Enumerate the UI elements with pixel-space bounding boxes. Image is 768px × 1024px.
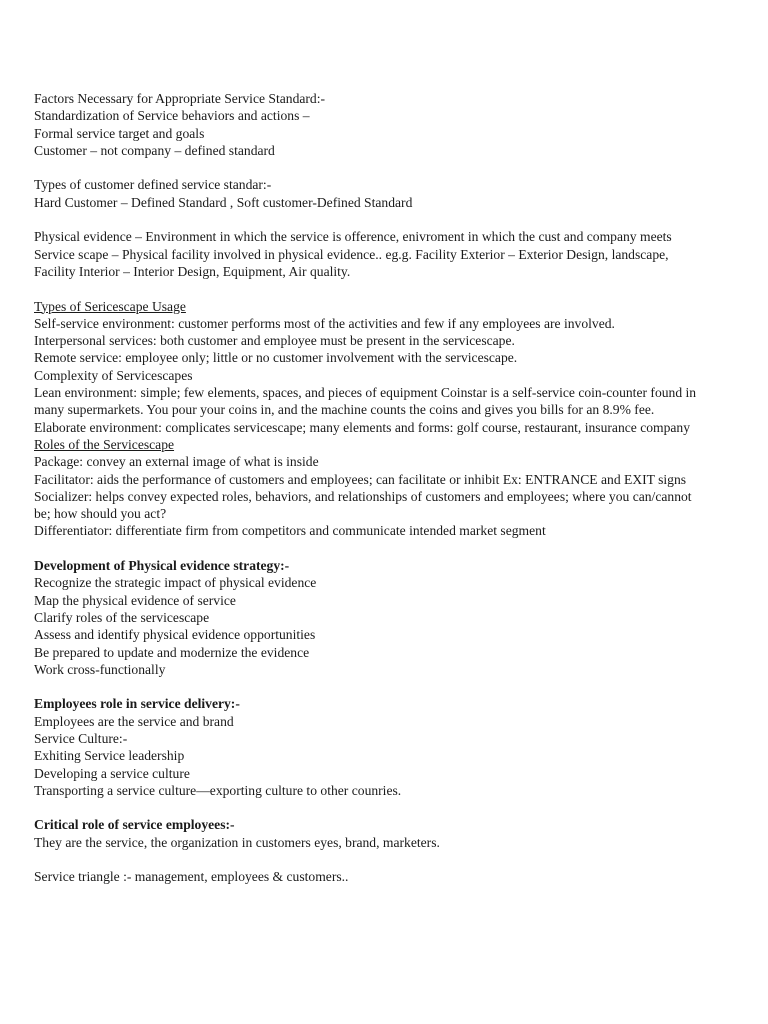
employees-line: Developing a service culture [34,765,190,781]
usage-line: Remote service: employee only; little or no customer involvement with the servicescape. [34,350,518,366]
employees-line: Service Culture:- [34,730,128,746]
development-line: Map the physical evidence of service [34,592,236,608]
development-line: Clarify roles of the servicescape [34,609,210,625]
development-line: Work cross-functionally [34,661,166,677]
development-line: Assess and identify physical evidence opportunities [34,627,316,643]
usage-line: Lean environment: simple; few elements, spaces, and pieces of equipment Coinstar is a self-service coin-counter found in [34,385,697,401]
roles-heading-row [34,436,768,453]
types-standard-line: Hard Customer – Defined Standard , Soft customer-Defined Standard [34,194,413,210]
usage-line: Interpersonal services: both customer and employee must be present in the servicescape. [34,333,515,349]
physical-line: Physical evidence – Environment in which the service is ofference, enivroment in which the cust and company meets [34,229,672,245]
types-standard-heading: Types of customer defined service standar:- [34,177,272,193]
factors-line: Customer – not company – defined standard [34,142,275,158]
factors-line: Formal service target and goals [34,125,205,141]
physical-line: Service scape – Physical facility involved in physical evidence.. eg.g. Facility Exterior – Exterior Design, landscape, [34,246,669,262]
roles-line: Package: convey an external image of what is inside [34,454,319,470]
usage-line: Self-service environment: customer performs most of the activities and few if any employees are involved. [34,315,615,331]
usage-heading-row [34,298,768,315]
usage-line: Elaborate environment: complicates servicescape; many elements and forms: golf course, restaurant, insurance company [34,419,691,435]
document-page [34,90,768,886]
physical-line: Facility Interior – Interior Design, Equipment, Air quality. [34,263,351,279]
employees-line: Exhiting Service leadership [34,748,185,764]
critical-line: They are the service, the organization in customers eyes, brand, marketers. [34,834,440,850]
factors-heading: Factors Necessary for Appropriate Service Standard:- [34,91,326,106]
development-heading: Development of Physical evidence strategy:- [34,558,290,574]
usage-heading: Types of Sericescape Usage [34,298,186,314]
roles-line: Facilitator: aids the performance of customers and employees; can facilitate or inhibit Ex: ENTRANCE and EXIT signs [34,471,687,487]
roles-line: Differentiator: differentiate firm from competitors and communicate intended market segment [34,523,546,539]
employees-line: Transporting a service culture—exporting culture to other counries. [34,782,402,798]
roles-line: be; how should you act? [34,506,167,522]
roles-line: Socializer: helps convey expected roles, behaviors, and relationships of customers and employees; where you can/cannot [34,488,692,504]
employees-heading: Employees role in service delivery:- [34,696,240,712]
roles-heading: Roles of the Servicescape [34,436,175,452]
development-line: Recognize the strategic impact of physical evidence [34,575,317,591]
triangle-line: Service triangle :- management, employees & customers.. [34,869,349,885]
employees-line: Employees are the service and brand [34,713,234,729]
factors-line: Standardization of Service behaviors and actions – [34,108,310,124]
critical-heading: Critical role of service employees:- [34,817,235,833]
development-line: Be prepared to update and modernize the evidence [34,644,310,660]
usage-line: Complexity of Servicescapes [34,367,193,383]
usage-line: many supermarkets. You pour your coins in, and the machine counts the coins and gives you bills for an 8.9% fee. [34,402,655,418]
